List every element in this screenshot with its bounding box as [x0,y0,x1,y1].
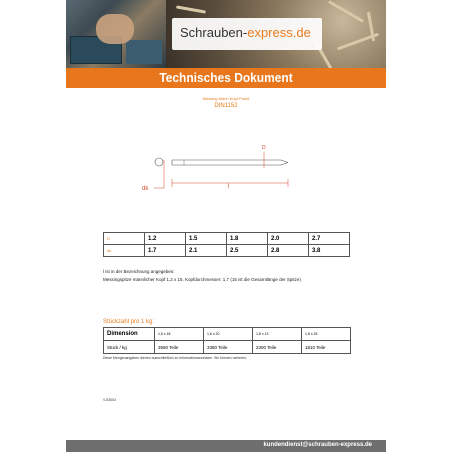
note-line-1: l ist in der Bezeichnung angegeben: [103,269,175,274]
note-line-2: Messingspitze männlicher Kopf 1,2 x 15. Kopfdurchmesser: 1,7 (15 ist die Gesamtlänge der Spitze) [103,277,301,282]
table-row [104,245,350,257]
technical-drawing [66,140,386,200]
workshop-photo [66,0,166,68]
table-cell: 1.8 [227,233,268,245]
brand-logo[interactable] [172,18,322,50]
row-label: dk [104,245,145,257]
document-page [66,0,386,452]
document-title: Technisches Dokument [159,70,293,85]
dimension-lines [154,152,288,188]
table-cell: 2.8 [268,245,309,257]
table-cell: 1,5 x 18 [155,328,204,341]
dimension-table [103,232,350,257]
table-cell: 2.1 [186,245,227,257]
table-cell: 1.2 [145,233,186,245]
table-cell: 2300 Teile [253,341,302,354]
table-cell: 3.8 [309,245,350,257]
row-label: D [104,233,145,245]
title-bar [66,68,386,88]
table-cell: 2.7 [309,233,350,245]
table-cell: 1,6 x 20 [204,328,253,341]
logo-accent-text: express.de [247,25,311,40]
nail-body [172,160,288,165]
quantity-disclaimer: Diese Mengenangaben dienen ausschließlich zu Informationszwecken. Sie können variieren. [103,356,247,360]
row-label: Dimension [104,328,155,341]
support-email-link[interactable]: kundendienst@schrauben-express.de [263,442,372,448]
nail-head [155,158,163,166]
table-row [104,328,351,341]
quantity-heading: Stückzahl pro 1 kg: [103,319,155,325]
label-l: l [228,184,230,190]
row-label: Stück / kg [104,341,155,354]
table-cell: 1.7 [145,245,186,257]
label-dk: dk [142,186,149,192]
label-d: D [262,145,266,151]
product-name: Messing Mann Kopf Punkt [202,96,250,101]
footer-bar [66,440,386,452]
table-cell: 3380 Teile [204,341,253,354]
logo-main-text: Schrauben- [180,25,248,40]
table-cell: 2.0 [268,233,309,245]
product-standard: DIN1152 [214,103,238,109]
table-cell: 1,8 x 13 [253,328,302,341]
quantity-table [103,327,351,354]
table-cell: 3550 Teile [155,341,204,354]
header-banner [66,0,386,68]
table-cell: 1810 Teile [302,341,351,354]
table-cell: 1.5 [186,233,227,245]
document-code: V-53003 [103,398,117,402]
table-row [104,341,351,354]
table-cell: 2.5 [227,245,268,257]
table-cell: 1,8 x 25 [302,328,351,341]
table-row [104,233,350,245]
